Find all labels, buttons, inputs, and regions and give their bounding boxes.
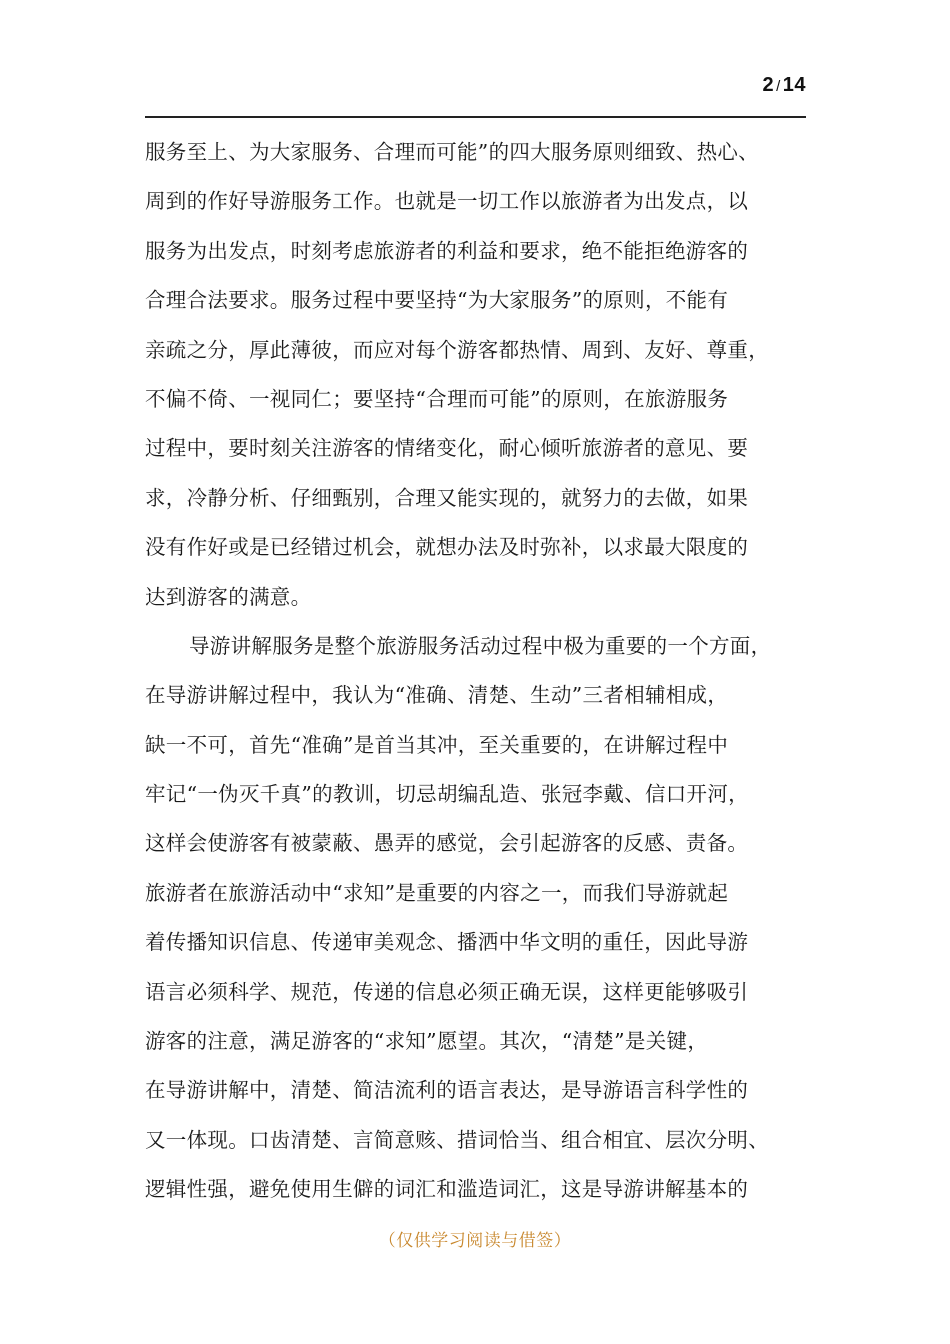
- body-line: 过程中，要时刻关注游客的情绪变化，耐心倾听旅游者的意见、要: [145, 436, 749, 461]
- body-line: 不偏不倚、一视同仁；要坚持“合理而可能”的原则，在旅游服务: [145, 386, 729, 411]
- body-line: 着传播知识信息、传递审美观念、播洒中华文明的重任，因此导游: [145, 930, 749, 955]
- body-line: 游客的注意，满足游客的“求知”愿望。其次，“清楚”是关键，: [145, 1029, 709, 1054]
- page-header: [145, 70, 806, 118]
- page-separator: /: [776, 78, 781, 95]
- page-total: 14: [782, 74, 806, 96]
- body-line: 没有作好或是已经错过机会，就想办法及时弥补，以求最大限度的: [145, 535, 749, 560]
- body-line: 语言必须科学、规范，传递的信息必须正确无误，这样更能够吸引: [145, 979, 749, 1004]
- body-line: 这样会使游客有被蒙蔽、愚弄的感觉，会引起游客的反感、责备。: [145, 831, 749, 856]
- body-line: 周到的作好导游服务工作。也就是一切工作以旅游者为出发点，以: [145, 189, 749, 214]
- body-line: 牢记“一伪灭千真”的教训，切忌胡编乱造、张冠李戴、信口开河，: [145, 782, 749, 807]
- body-line: 达到游客的满意。: [145, 584, 312, 609]
- document-body: [145, 128, 835, 1215]
- paragraph-start-line: 导游讲解服务是整个旅游服务活动过程中极为重要的一个方面，: [189, 633, 772, 658]
- body-line: 旅游者在旅游活动中“求知”是重要的内容之一，而我们导游就起: [145, 880, 729, 905]
- body-line: 合理合法要求。服务过程中要坚持“为大家服务”的原则，不能有: [145, 288, 729, 313]
- body-line: 服务为出发点，时刻考虑旅游者的利益和要求，绝不能拒绝游客的: [145, 238, 749, 263]
- footer-note: （仅供学习阅读与借签）: [378, 1231, 572, 1251]
- body-line: 又一体现。口齿清楚、言简意赅、措词恰当、组合相宜、层次分明、: [145, 1127, 769, 1152]
- body-line: 缺一不可，首先“准确”是首当其冲，至关重要的，在讲解过程中: [145, 732, 729, 757]
- body-line: 亲疏之分，厚此薄彼，而应对每个游客都热情、周到、友好、尊重，: [145, 337, 769, 362]
- body-line: 逻辑性强，避免使用生僻的词汇和滥造词汇，这是导游讲解基本的: [145, 1177, 749, 1202]
- page-number: [762, 74, 806, 97]
- body-line: 在导游讲解中，清楚、简洁流利的语言表达，是导游语言科学性的: [145, 1078, 749, 1103]
- body-line: 求，冷静分析、仔细甄别，合理又能实现的，就努力的去做，如果: [145, 485, 749, 510]
- page-current: 2: [762, 74, 775, 96]
- body-line: 服务至上、为大家服务、合理而可能”的四大服务原则细致、热心、: [145, 140, 759, 164]
- body-line: 在导游讲解过程中，我认为“准确、清楚、生动”三者相辅相成，: [145, 683, 729, 708]
